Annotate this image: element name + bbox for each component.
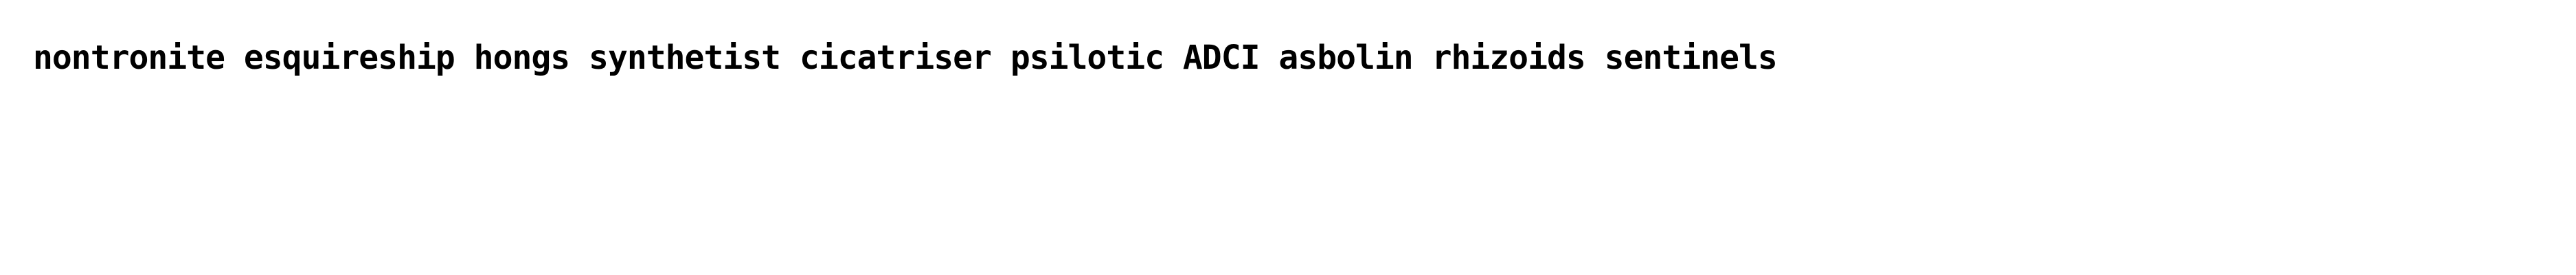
body-text: nontronite esquireship hongs synthetist cicatriser psilotic ADCI asbolin rhizoids sentinels: [33, 38, 1777, 77]
